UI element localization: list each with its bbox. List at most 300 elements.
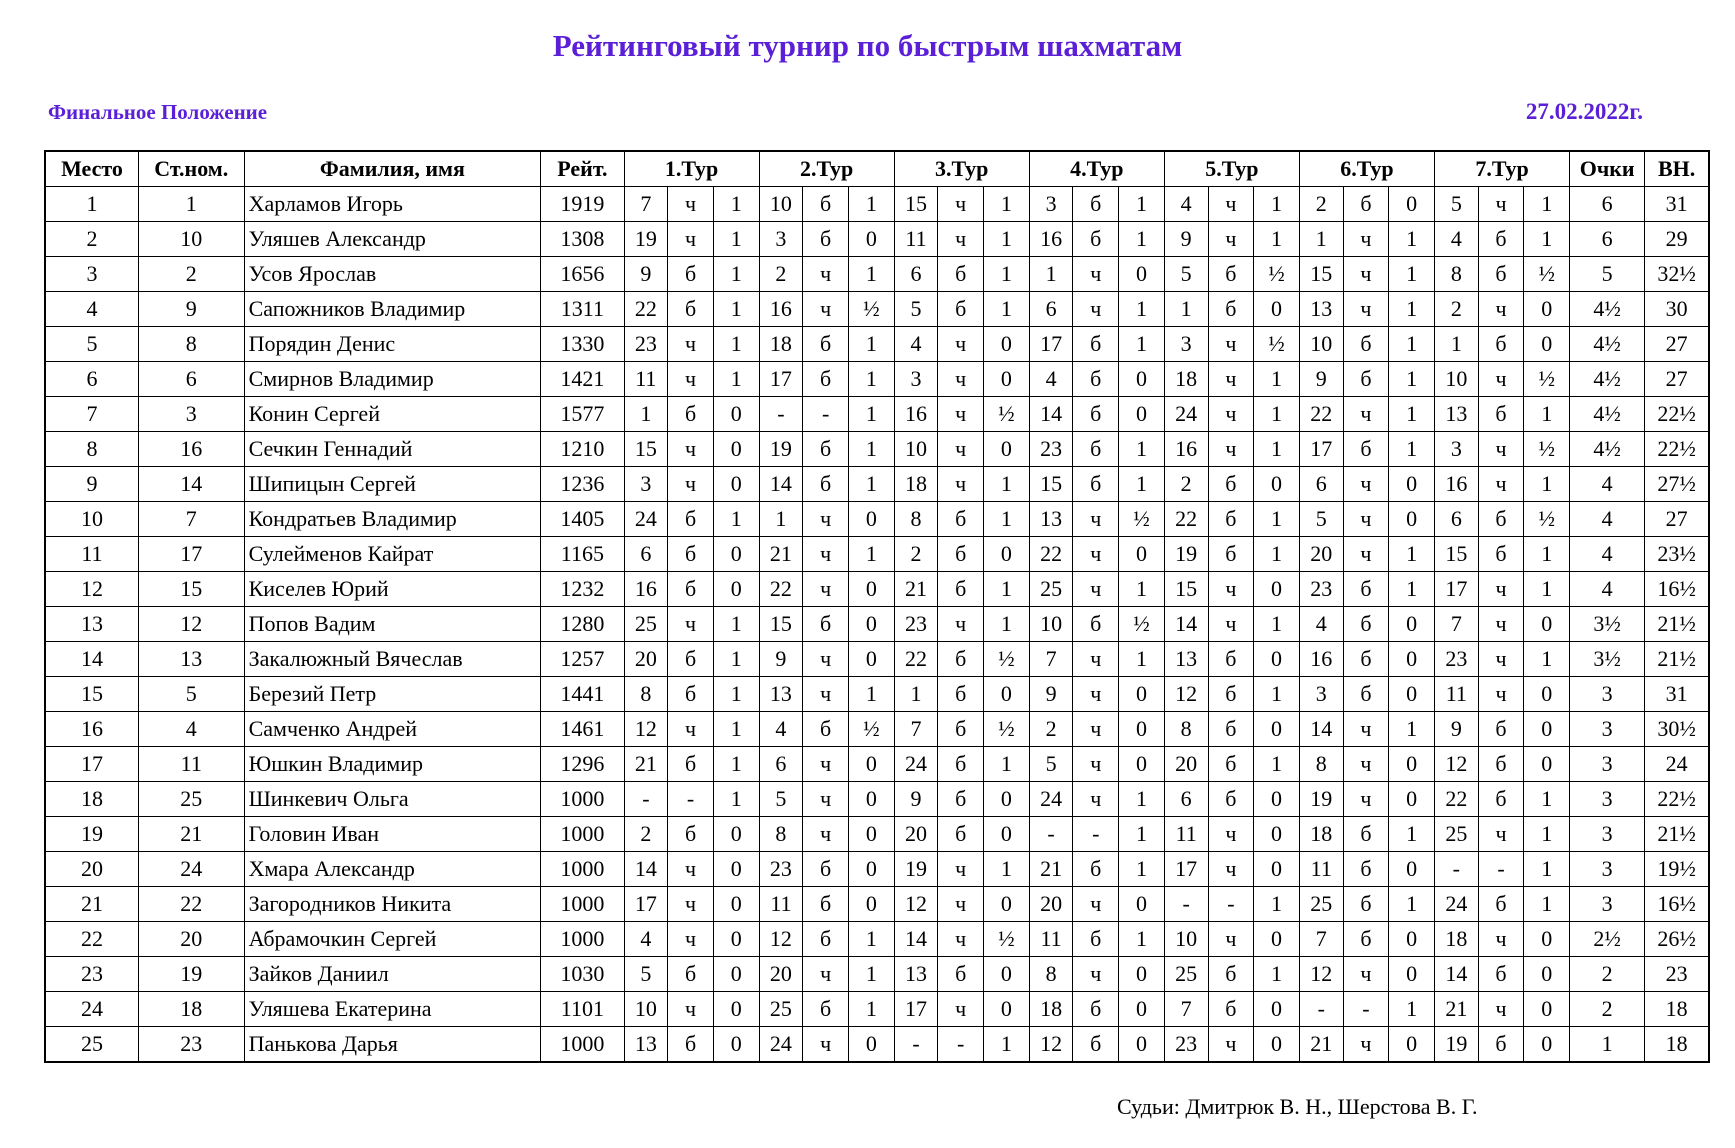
- round-result-cell: 0: [1524, 957, 1570, 992]
- round-color-cell: б: [938, 642, 984, 677]
- round-result-cell: 0: [1254, 642, 1300, 677]
- round-color-cell: б: [1478, 397, 1524, 432]
- round-result-cell: 0: [713, 397, 759, 432]
- round-opponent-cell: 12: [894, 887, 938, 922]
- round-color-cell: -: [1343, 992, 1389, 1027]
- round-opponent-cell: 12: [759, 922, 803, 957]
- round-color-cell: ч: [668, 467, 714, 502]
- round-result-cell: 0: [848, 642, 894, 677]
- round-result-cell: ½: [1119, 607, 1165, 642]
- start-number-cell: 25: [138, 782, 244, 817]
- round-result-cell: 1: [1524, 852, 1570, 887]
- round-opponent-cell: 14: [1434, 957, 1478, 992]
- player-name-cell: Самченко Андрей: [244, 712, 541, 747]
- round-color-cell: ч: [1073, 782, 1119, 817]
- round-opponent-cell: 21: [1434, 992, 1478, 1027]
- round-opponent-cell: -: [894, 1027, 938, 1063]
- round-color-cell: ч: [803, 817, 849, 852]
- round-result-cell: 1: [1254, 432, 1300, 467]
- round-color-cell: ч: [1208, 817, 1254, 852]
- round-result-cell: 1: [713, 327, 759, 362]
- round-opponent-cell: 2: [1164, 467, 1208, 502]
- round-result-cell: ½: [1119, 502, 1165, 537]
- round-color-cell: б: [668, 1027, 714, 1063]
- round-opponent-cell: 8: [1299, 747, 1343, 782]
- player-name-cell: Сечкин Геннадий: [244, 432, 541, 467]
- table-row: [45, 432, 1709, 467]
- round-result-cell: 1: [1389, 257, 1435, 292]
- start-number-cell: 13: [138, 642, 244, 677]
- round-result-cell: 0: [1389, 922, 1435, 957]
- rating-cell: 1000: [541, 887, 624, 922]
- round-result-cell: 1: [713, 502, 759, 537]
- start-number-cell: 5: [138, 677, 244, 712]
- round-color-cell: б: [803, 327, 849, 362]
- round-opponent-cell: 3: [1434, 432, 1478, 467]
- round-result-cell: 0: [984, 887, 1030, 922]
- round-opponent-cell: 14: [624, 852, 668, 887]
- start-number-cell: 9: [138, 292, 244, 327]
- place-cell: 10: [45, 502, 138, 537]
- round-color-cell: б: [1073, 852, 1119, 887]
- header-place: Место: [45, 151, 138, 187]
- round-result-cell: ½: [1524, 362, 1570, 397]
- table-row: [45, 607, 1709, 642]
- round-color-cell: б: [1073, 1027, 1119, 1063]
- rating-cell: 1236: [541, 467, 624, 502]
- round-result-cell: 1: [1254, 222, 1300, 257]
- place-cell: 25: [45, 1027, 138, 1063]
- round-opponent-cell: 20: [1299, 537, 1343, 572]
- round-opponent-cell: 22: [624, 292, 668, 327]
- points-cell: 4½: [1570, 327, 1645, 362]
- round-opponent-cell: 15: [1029, 467, 1073, 502]
- round-opponent-cell: 14: [1029, 397, 1073, 432]
- round-result-cell: 0: [713, 922, 759, 957]
- round-color-cell: ч: [1478, 187, 1524, 222]
- round-opponent-cell: 10: [1029, 607, 1073, 642]
- table-row: [45, 327, 1709, 362]
- round-opponent-cell: 19: [1164, 537, 1208, 572]
- round-opponent-cell: 4: [894, 327, 938, 362]
- round-result-cell: 1: [1254, 747, 1300, 782]
- round-result-cell: 0: [1389, 607, 1435, 642]
- round-color-cell: ч: [668, 327, 714, 362]
- round-color-cell: б: [803, 992, 849, 1027]
- round-opponent-cell: 18: [1164, 362, 1208, 397]
- round-opponent-cell: 25: [1299, 887, 1343, 922]
- round-color-cell: б: [803, 922, 849, 957]
- round-color-cell: б: [1073, 432, 1119, 467]
- round-opponent-cell: 17: [1029, 327, 1073, 362]
- tiebreak-cell: 30: [1645, 292, 1709, 327]
- round-opponent-cell: 2: [759, 257, 803, 292]
- points-cell: 5: [1570, 257, 1645, 292]
- round-color-cell: б: [1208, 537, 1254, 572]
- round-color-cell: ч: [668, 712, 714, 747]
- round-result-cell: 1: [713, 222, 759, 257]
- round-result-cell: 0: [1389, 187, 1435, 222]
- header-name: Фамилия, имя: [244, 151, 541, 187]
- round-opponent-cell: 13: [1164, 642, 1208, 677]
- tiebreak-cell: 23½: [1645, 537, 1709, 572]
- round-color-cell: б: [1208, 957, 1254, 992]
- round-result-cell: 1: [1119, 852, 1165, 887]
- round-color-cell: ч: [1073, 747, 1119, 782]
- round-result-cell: 0: [1254, 782, 1300, 817]
- start-number-cell: 12: [138, 607, 244, 642]
- round-color-cell: б: [803, 222, 849, 257]
- round-result-cell: 1: [1119, 432, 1165, 467]
- round-result-cell: 0: [1119, 992, 1165, 1027]
- start-number-cell: 14: [138, 467, 244, 502]
- round-color-cell: б: [803, 712, 849, 747]
- round-color-cell: ч: [1343, 712, 1389, 747]
- round-opponent-cell: 2: [624, 817, 668, 852]
- round-result-cell: 0: [1254, 292, 1300, 327]
- round-color-cell: б: [668, 677, 714, 712]
- round-opponent-cell: 12: [1434, 747, 1478, 782]
- round-color-cell: ч: [1208, 327, 1254, 362]
- round-color-cell: ч: [938, 922, 984, 957]
- round-result-cell: 0: [848, 887, 894, 922]
- round-opponent-cell: 7: [1164, 992, 1208, 1027]
- rating-cell: 1330: [541, 327, 624, 362]
- place-cell: 18: [45, 782, 138, 817]
- header-round-6: 6.Тур: [1299, 151, 1434, 187]
- round-result-cell: 0: [1389, 957, 1435, 992]
- round-opponent-cell: 9: [1299, 362, 1343, 397]
- rating-cell: 1000: [541, 922, 624, 957]
- round-opponent-cell: 16: [894, 397, 938, 432]
- round-color-cell: -: [1478, 852, 1524, 887]
- round-opponent-cell: -: [624, 782, 668, 817]
- round-opponent-cell: 24: [624, 502, 668, 537]
- round-opponent-cell: 3: [1299, 677, 1343, 712]
- round-color-cell: ч: [1073, 292, 1119, 327]
- start-number-cell: 3: [138, 397, 244, 432]
- round-color-cell: ч: [803, 1027, 849, 1063]
- player-name-cell: Загородников Никита: [244, 887, 541, 922]
- round-color-cell: ч: [803, 677, 849, 712]
- round-opponent-cell: 11: [1299, 852, 1343, 887]
- round-color-cell: ч: [668, 607, 714, 642]
- round-opponent-cell: 15: [1434, 537, 1478, 572]
- round-color-cell: ч: [1343, 957, 1389, 992]
- round-color-cell: б: [938, 677, 984, 712]
- round-opponent-cell: 22: [1434, 782, 1478, 817]
- rating-cell: 1165: [541, 537, 624, 572]
- round-opponent-cell: 1: [624, 397, 668, 432]
- tiebreak-cell: 30½: [1645, 712, 1709, 747]
- round-result-cell: 0: [1119, 957, 1165, 992]
- points-cell: 2: [1570, 992, 1645, 1027]
- table-row: [45, 362, 1709, 397]
- place-cell: 2: [45, 222, 138, 257]
- round-result-cell: 1: [848, 187, 894, 222]
- round-result-cell: 1: [848, 957, 894, 992]
- player-name-cell: Зайков Даниил: [244, 957, 541, 992]
- round-color-cell: б: [938, 292, 984, 327]
- place-cell: 3: [45, 257, 138, 292]
- points-cell: 3: [1570, 747, 1645, 782]
- round-color-cell: ч: [803, 257, 849, 292]
- round-color-cell: б: [1343, 677, 1389, 712]
- player-name-cell: Усов Ярослав: [244, 257, 541, 292]
- tiebreak-cell: 22½: [1645, 782, 1709, 817]
- round-color-cell: ч: [1343, 537, 1389, 572]
- rating-cell: 1210: [541, 432, 624, 467]
- round-result-cell: ½: [984, 397, 1030, 432]
- round-opponent-cell: 2: [1029, 712, 1073, 747]
- round-color-cell: ч: [1343, 782, 1389, 817]
- tiebreak-cell: 21½: [1645, 817, 1709, 852]
- points-cell: 3½: [1570, 642, 1645, 677]
- round-opponent-cell: 7: [1029, 642, 1073, 677]
- round-color-cell: ч: [668, 992, 714, 1027]
- place-cell: 14: [45, 642, 138, 677]
- header-points: Очки: [1570, 151, 1645, 187]
- round-color-cell: б: [1478, 327, 1524, 362]
- round-opponent-cell: 5: [894, 292, 938, 327]
- round-result-cell: 0: [713, 1027, 759, 1063]
- round-result-cell: 1: [984, 572, 1030, 607]
- round-opponent-cell: 21: [624, 747, 668, 782]
- round-opponent-cell: 18: [759, 327, 803, 362]
- table-row: [45, 257, 1709, 292]
- round-result-cell: 0: [713, 817, 759, 852]
- table-row: [45, 397, 1709, 432]
- round-color-cell: б: [1208, 747, 1254, 782]
- player-name-cell: Уляшева Екатерина: [244, 992, 541, 1027]
- points-cell: 3½: [1570, 607, 1645, 642]
- round-result-cell: 0: [848, 852, 894, 887]
- points-cell: 4: [1570, 467, 1645, 502]
- round-result-cell: 1: [1254, 502, 1300, 537]
- round-color-cell: ч: [1073, 712, 1119, 747]
- round-result-cell: 1: [984, 1027, 1030, 1063]
- round-result-cell: 1: [1389, 397, 1435, 432]
- tiebreak-cell: 27: [1645, 502, 1709, 537]
- header-row: [45, 151, 1709, 187]
- player-name-cell: Березий Петр: [244, 677, 541, 712]
- round-result-cell: 1: [713, 607, 759, 642]
- round-opponent-cell: 15: [894, 187, 938, 222]
- player-name-cell: Хмара Александр: [244, 852, 541, 887]
- round-color-cell: б: [803, 607, 849, 642]
- points-cell: 4: [1570, 537, 1645, 572]
- round-color-cell: -: [668, 782, 714, 817]
- tournament-date: 27.02.2022г.: [1525, 99, 1643, 124]
- round-opponent-cell: 21: [894, 572, 938, 607]
- round-color-cell: б: [668, 572, 714, 607]
- round-color-cell: ч: [1208, 572, 1254, 607]
- round-color-cell: ч: [1208, 1027, 1254, 1063]
- round-result-cell: 1: [1119, 187, 1165, 222]
- points-cell: 3: [1570, 782, 1645, 817]
- round-result-cell: 0: [1254, 467, 1300, 502]
- round-opponent-cell: 18: [1029, 992, 1073, 1027]
- round-opponent-cell: 20: [1164, 747, 1208, 782]
- round-color-cell: б: [1073, 327, 1119, 362]
- round-color-cell: ч: [938, 432, 984, 467]
- judges-line: Судьи: Дмитрюк В. Н., Шерстова В. Г.: [1117, 1094, 1478, 1119]
- round-result-cell: 0: [713, 887, 759, 922]
- round-result-cell: 1: [1119, 222, 1165, 257]
- tiebreak-cell: 18: [1645, 1027, 1709, 1063]
- round-result-cell: ½: [984, 922, 1030, 957]
- player-name-cell: Конин Сергей: [244, 397, 541, 432]
- round-opponent-cell: 8: [1164, 712, 1208, 747]
- place-cell: 13: [45, 607, 138, 642]
- round-result-cell: ½: [848, 712, 894, 747]
- round-opponent-cell: 17: [759, 362, 803, 397]
- round-result-cell: 0: [713, 572, 759, 607]
- tiebreak-cell: 27: [1645, 327, 1709, 362]
- player-name-cell: Смирнов Владимир: [244, 362, 541, 397]
- round-opponent-cell: 11: [1029, 922, 1073, 957]
- round-color-cell: ч: [938, 852, 984, 887]
- round-result-cell: 0: [984, 817, 1030, 852]
- round-result-cell: 0: [1389, 467, 1435, 502]
- tiebreak-cell: 22½: [1645, 397, 1709, 432]
- section-subtitle: Финальное Положение: [48, 100, 268, 124]
- round-color-cell: б: [668, 642, 714, 677]
- round-opponent-cell: 16: [624, 572, 668, 607]
- rating-cell: 1280: [541, 607, 624, 642]
- round-color-cell: б: [1478, 222, 1524, 257]
- round-result-cell: 1: [1119, 922, 1165, 957]
- round-opponent-cell: 3: [624, 467, 668, 502]
- round-color-cell: ч: [1478, 817, 1524, 852]
- tiebreak-cell: 29: [1645, 222, 1709, 257]
- tiebreak-cell: 27½: [1645, 467, 1709, 502]
- round-opponent-cell: 14: [1164, 607, 1208, 642]
- player-name-cell: Панькова Дарья: [244, 1027, 541, 1063]
- round-opponent-cell: 17: [1164, 852, 1208, 887]
- tiebreak-cell: 21½: [1645, 642, 1709, 677]
- round-color-cell: ч: [1343, 747, 1389, 782]
- round-result-cell: 1: [984, 222, 1030, 257]
- rating-cell: 1000: [541, 1027, 624, 1063]
- round-opponent-cell: 19: [624, 222, 668, 257]
- round-opponent-cell: 9: [1029, 677, 1073, 712]
- round-opponent-cell: 16: [1434, 467, 1478, 502]
- round-opponent-cell: 10: [1164, 922, 1208, 957]
- round-opponent-cell: 19: [1299, 782, 1343, 817]
- player-name-cell: Юшкин Владимир: [244, 747, 541, 782]
- rating-cell: 1101: [541, 992, 624, 1027]
- points-cell: 4½: [1570, 292, 1645, 327]
- place-cell: 21: [45, 887, 138, 922]
- round-color-cell: б: [1073, 607, 1119, 642]
- round-result-cell: 0: [848, 222, 894, 257]
- round-result-cell: 0: [1119, 257, 1165, 292]
- round-result-cell: 1: [1119, 467, 1165, 502]
- round-result-cell: 1: [848, 327, 894, 362]
- round-color-cell: ч: [1208, 607, 1254, 642]
- round-result-cell: 1: [1524, 397, 1570, 432]
- round-opponent-cell: 23: [759, 852, 803, 887]
- round-color-cell: б: [668, 292, 714, 327]
- round-result-cell: 0: [1119, 677, 1165, 712]
- round-result-cell: 0: [848, 817, 894, 852]
- place-cell: 15: [45, 677, 138, 712]
- player-name-cell: Попов Вадим: [244, 607, 541, 642]
- round-result-cell: ½: [848, 292, 894, 327]
- round-result-cell: 0: [713, 432, 759, 467]
- round-result-cell: 1: [1389, 887, 1435, 922]
- round-color-cell: ч: [668, 187, 714, 222]
- round-result-cell: 1: [848, 257, 894, 292]
- round-opponent-cell: 1: [1299, 222, 1343, 257]
- round-opponent-cell: 6: [894, 257, 938, 292]
- round-opponent-cell: 16: [759, 292, 803, 327]
- round-result-cell: 0: [1389, 502, 1435, 537]
- start-number-cell: 11: [138, 747, 244, 782]
- round-result-cell: 1: [984, 467, 1030, 502]
- round-opponent-cell: 21: [1029, 852, 1073, 887]
- round-color-cell: ч: [803, 537, 849, 572]
- round-opponent-cell: 15: [759, 607, 803, 642]
- round-result-cell: 1: [713, 677, 759, 712]
- round-color-cell: ч: [668, 887, 714, 922]
- round-opponent-cell: 17: [1434, 572, 1478, 607]
- round-opponent-cell: 8: [1434, 257, 1478, 292]
- round-color-cell: б: [803, 187, 849, 222]
- start-number-cell: 18: [138, 992, 244, 1027]
- round-color-cell: ч: [938, 362, 984, 397]
- round-result-cell: 1: [1119, 572, 1165, 607]
- tiebreak-cell: 27: [1645, 362, 1709, 397]
- round-opponent-cell: 6: [1434, 502, 1478, 537]
- round-result-cell: 1: [1254, 957, 1300, 992]
- round-result-cell: 1: [848, 677, 894, 712]
- round-opponent-cell: 1: [1434, 327, 1478, 362]
- round-result-cell: 0: [1524, 327, 1570, 362]
- round-result-cell: 1: [848, 467, 894, 502]
- round-result-cell: 1: [848, 537, 894, 572]
- round-opponent-cell: 4: [1434, 222, 1478, 257]
- round-result-cell: 1: [1119, 782, 1165, 817]
- round-opponent-cell: 6: [1299, 467, 1343, 502]
- place-cell: 17: [45, 747, 138, 782]
- rating-cell: 1000: [541, 852, 624, 887]
- round-opponent-cell: 10: [894, 432, 938, 467]
- round-result-cell: 1: [1254, 362, 1300, 397]
- round-color-cell: ч: [803, 782, 849, 817]
- round-result-cell: 0: [1119, 712, 1165, 747]
- round-color-cell: ч: [668, 922, 714, 957]
- round-opponent-cell: 5: [1434, 187, 1478, 222]
- round-result-cell: 1: [1524, 572, 1570, 607]
- round-opponent-cell: 16: [1299, 642, 1343, 677]
- tiebreak-cell: 22½: [1645, 432, 1709, 467]
- round-result-cell: 1: [1389, 292, 1435, 327]
- round-opponent-cell: 7: [624, 187, 668, 222]
- round-color-cell: б: [938, 537, 984, 572]
- round-opponent-cell: 13: [1029, 502, 1073, 537]
- round-result-cell: 1: [1254, 397, 1300, 432]
- round-color-cell: ч: [1208, 362, 1254, 397]
- round-result-cell: 1: [713, 747, 759, 782]
- round-color-cell: б: [1073, 397, 1119, 432]
- round-opponent-cell: 9: [1164, 222, 1208, 257]
- round-result-cell: 0: [1119, 397, 1165, 432]
- round-result-cell: 1: [1119, 642, 1165, 677]
- table-row: [45, 537, 1709, 572]
- tiebreak-cell: 18: [1645, 992, 1709, 1027]
